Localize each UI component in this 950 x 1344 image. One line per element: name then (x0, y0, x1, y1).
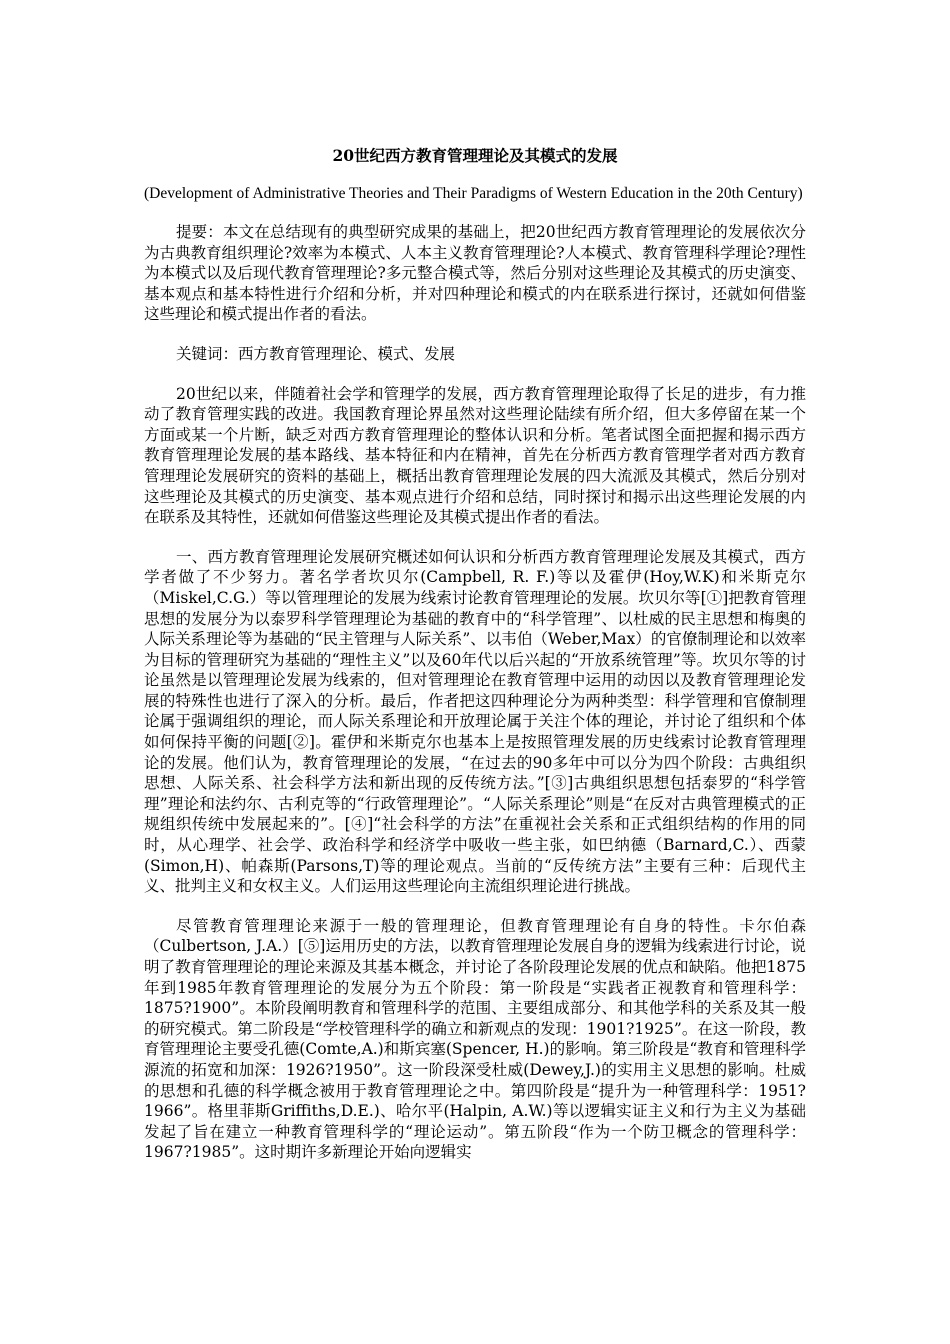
document-page (144, 144, 806, 1182)
document-title: 20世纪西方教育管理理论及其模式的发展 (332, 146, 618, 165)
keywords-paragraph: 关键词：西方教育管理理论、模式、发展 (176, 344, 456, 363)
body-paragraph-intro: 20世纪以来，伴随着社会学和管理学的发展，西方教育管理理论取得了长足的进步，有力推动了教育管理实践的改进。我国教育理论界虽然对这些理论陆续有所介绍，但大多停留在某一个方面或某一个片断，缺乏对西方教育管理理论的整体认识和分析。笔者试图全面把握和揭示西方教育管理理论发展的基本路线、基本特征和内在精神，首先在分析西方教育管理学者对西方教育管理理论发展研究的资料的基础上，概括出教育管理理论发展的四大流派及其模式，然后分别对这些理论及其模式的历史演变、基本观点进行介绍和总结，同时探讨和揭示出这些理论发展的内在联系及其特性，还就如何借鉴这些理论及其模式提出作者的看法。 (144, 384, 806, 527)
english-title: (Development of Administrative Theories and Their Paradigms of Western Education in the 20th Century) (144, 185, 803, 202)
body-paragraph-culbertson: 尽管教育管理理论来源于一般的管理理论，但教育管理理论有自身的特性。卡尔伯森（Culbertson, J.A.）[⑤]运用历史的方法，以教育管理理论发展自身的逻辑为线索进行讨论，说明了教育管理理论的理论来源及其基本概念，并讨论了各阶段理论发展的优点和缺陷。他把1875年到1985年教育管理理论的发展分为五个阶段：第一阶段是“实践者正视教育和管理科学：1875?1900”。本阶段阐明教育和管理科学的范围、主要组成部分、和其他学科的关系及其一般的研究模式。第二阶段是“学校管理科学的确立和新观点的发现：1901?1925”。在这一阶段，教育管理理论主要受孔德(Comte,A.)和斯宾塞(Spencer, H.)的影响。第三阶段是“教育和管理科学源流的拓宽和加深：1926?1950”。这一阶段深受杜威(Dewey,J.)的实用主义思想的影响。杜威的思想和孔德的科学概念被用于教育管理理论之中。第四阶段是“提升为一种管理科学：1951?1966”。格里菲斯Griffiths,D.E.)、哈尔平(Halpin, A.W.)等以逻辑实证主义和行为主义为基础发起了旨在建立一种教育管理科学的“理论运动”。第五阶段“作为一个防卫概念的管理科学：1967?1985”。这时期许多新理论开始向逻辑实 (144, 916, 806, 1162)
abstract-paragraph: 提要：本文在总结现有的典型研究成果的基础上，把20世纪西方教育管理理论的发展依次分为古典教育组织理论?效率为本模式、人本主义教育管理理论?人本模式、教育管理科学理论?理性为本模式以及后现代教育管理理论?多元整合模式等，然后分别对这些理论及其模式的历史演变、基本观点和基本特性进行介绍和分析，并对四种理论和模式的内在联系进行探讨，还就如何借鉴这些理论和模式提出作者的看法。 (144, 223, 806, 324)
body-paragraph-section-one: 一、西方教育管理理论发展研究概述如何认识和分析西方教育管理理论发展及其模式，西方学者做了不少努力。著名学者坎贝尔(Campbell, R. F.)等以及霍伊(Hoy,W.K)和米斯克尔（Miskel,C.G.）等以管理理论的发展为线索讨论教育管理理论的发展。坎贝尔等[①]把教育管理思想的发展分为以泰罗科学管理理论为基础的教育中的“科学管理”、以杜威的民主思想和梅奥的人际关系理论等为基础的“民主管理与人际关系”、以韦伯（Weber,Max）的官僚制理论和以效率为目标的管理研究为基础的“理性主义”以及60年代以后兴起的“开放系统管理”等。坎贝尔等的讨论虽然是以管理理论发展为线索的，但对管理理论在教育管理中运用的动因以及教育管理理论发展的特殊性也进行了深入的分析。最后，作者把这四种理论分为两种类型：科学管理和官僚制理论属于强调组织的理论，而人际关系理论和开放理论属于关注个体的理论，并讨论了组织和个体如何保持平衡的问题[②]。霍伊和米斯克尔也基本上是按照管理发展的历史线索讨论教育管理理论的发展。他们认为，教育管理理论的发展，“在过去的90多年中可以分为四个阶段：古典组织思想、人际关系、社会科学方法和新出现的反传统方法。”[③]古典组织思想包括泰罗的“科学管理”理论和法约尔、古利克等的“行政管理理论”。“人际关系理论”则是“在反对古典管理模式的正规组织传统中发展起来的”。[④]“社会科学的方法”在重视社会关系和正式组织结构的作用的同时，从心理学、社会学、政治科学和经济学中吸收一些主张，如巴纳德（Barnard,C.）、西蒙(Simon,H)、帕森斯(Parsons,T)等的理论观点。当前的“反传统方法”主要有三种：后现代主义、批判主义和女权主义。人们运用这些理论向主流组织理论进行挑战。 (144, 547, 806, 896)
